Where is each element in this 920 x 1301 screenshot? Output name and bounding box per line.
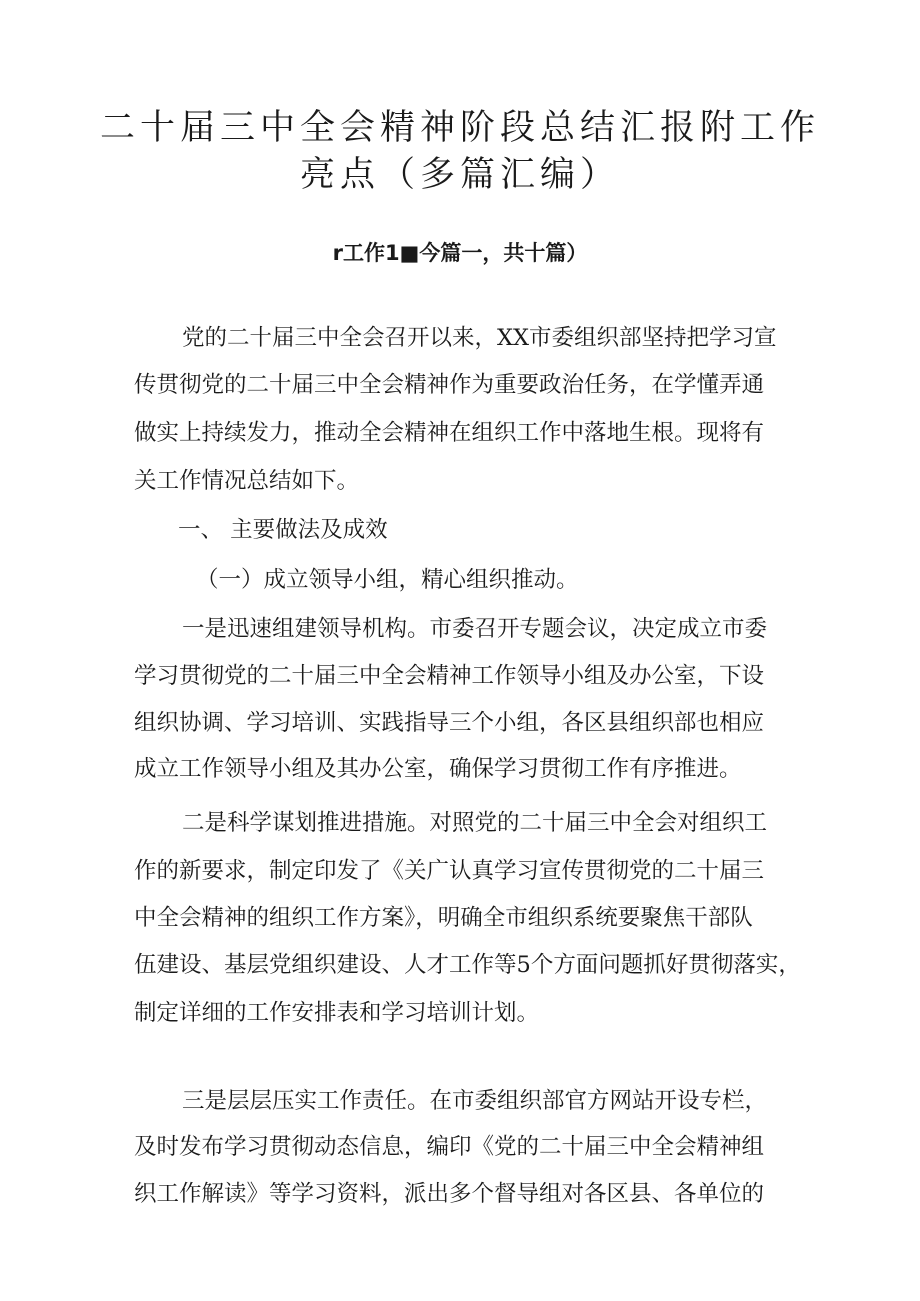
p3-line-2: 及时发布学习贯彻动态信息，编印《党的二十届三中全会精神组 (134, 1134, 765, 1160)
p2-line-1: 二是科学谋划推进措施。对照党的二十届三中全会对组织工 (182, 810, 768, 836)
intro-line-1: 党的二十届三中全会召开以来，XX市委组织部坚持把学习宣 (182, 325, 777, 351)
p2-line-4: 伍建设、基层党组织建设、人才工作等5个方面问题抓好贯彻落实， (134, 952, 801, 978)
p1-line-3: 组织协调、学习培训、实践指导三个小组，各区县组织部也相应 (134, 710, 765, 736)
p1-line-1: 一是迅速组建领导机构。市委召开专题会议，决定成立市委 (182, 616, 768, 642)
document-title-line-2: 亮点（多篇汇编） (299, 155, 620, 195)
section-heading-1: 一、 主要做法及成效 (178, 517, 388, 543)
intro-line-3: 做实上持续发力，推动全会精神在组织工作中落地生根。现将有 (134, 420, 765, 446)
p1-line-4: 成立工作领导小组及其办公室，确保学习贯彻工作有序推进。 (134, 756, 742, 782)
subsection-heading-1: （一）成立领导小组，精心组织推动。 (196, 567, 579, 593)
p3-line-3: 织工作解读》等学习资料，派出多个督导组对各区县、各单位的 (134, 1181, 765, 1207)
p2-line-2: 作的新要求，制定印发了《关广认真学习宣传贯彻党的二十届三 (134, 858, 765, 884)
p3-line-1: 三是层层压实工作责任。在市委组织部官方网站开设专栏， (182, 1088, 768, 1114)
intro-line-2: 传贯彻党的二十届三中全会精神作为重要政治任务，在学懂弄通 (134, 372, 765, 398)
document-title-line-1: 二十届三中全会精神阶段总结汇报附工作 (99, 108, 820, 148)
intro-line-4: 关工作情况总结如下。 (134, 468, 360, 494)
p1-line-2: 学习贯彻党的二十届三中全会精神工作领导小组及办公室，下设 (134, 663, 765, 689)
p2-line-5: 制定详细的工作安排表和学习培训计划。 (134, 1000, 540, 1026)
document-subtitle: r工作1■今篇一，共十篇） (332, 241, 588, 265)
p2-line-3: 中全会精神的组织工作方案》，明确全市组织系统要聚焦干部队 (134, 905, 753, 931)
